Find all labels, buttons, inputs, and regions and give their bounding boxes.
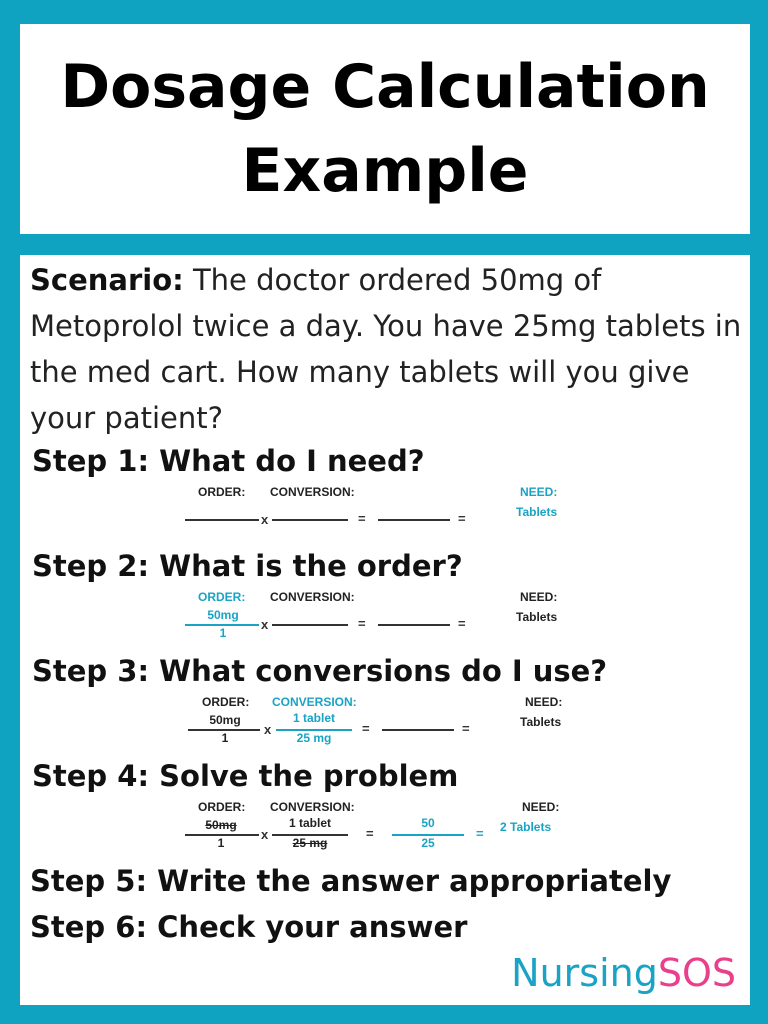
nursingsos-logo xyxy=(511,951,736,995)
order-label: ORDER: xyxy=(198,590,246,604)
conversion-blank-line xyxy=(272,624,348,626)
step-1-heading: Step 1: What do I need? xyxy=(32,444,425,478)
conversion-numerator: 1 tablet xyxy=(288,816,331,830)
order-numerator: 50mg xyxy=(205,818,237,832)
step-6-heading: Step 6: Check your answer xyxy=(30,910,468,944)
order-numerator: 50mg xyxy=(209,713,241,727)
scenario-text: The doctor ordered 50mg of Metoprolol twice a day. You have 25mg tablets in the med cart. How many tablets will you give your patient? xyxy=(30,263,742,435)
conversion-label: CONVERSION: xyxy=(270,800,355,814)
scenario-label: Scenario: xyxy=(30,263,184,297)
step-4-figure xyxy=(20,798,750,868)
order-label: ORDER: xyxy=(198,800,246,814)
times-symbol: x xyxy=(261,512,269,527)
need-label: NEED: xyxy=(525,695,563,709)
conversion-numerator: 1 tablet xyxy=(292,711,335,725)
conversion-denominator: 25 mg xyxy=(296,731,332,745)
conversion-blank-line xyxy=(272,519,348,521)
equals-symbol: = xyxy=(462,721,470,736)
equals-symbol: = xyxy=(458,511,466,526)
equals-symbol: = xyxy=(458,616,466,631)
step-1-figure xyxy=(20,483,750,553)
need-value: Tablets xyxy=(520,715,562,729)
equals-symbol: = xyxy=(358,511,366,526)
order-denominator: 1 xyxy=(219,626,227,640)
content-panel xyxy=(20,255,750,1005)
order-denominator: 1 xyxy=(221,731,229,745)
result-blank-line xyxy=(378,624,450,626)
times-symbol: x xyxy=(261,827,269,842)
step-2-figure xyxy=(20,588,750,658)
conversion-denominator: 25 mg xyxy=(292,836,328,850)
equals-symbol: = xyxy=(366,826,374,841)
conversion-label: CONVERSION: xyxy=(270,590,355,604)
equals-symbol: = xyxy=(358,616,366,631)
equals-symbol: = xyxy=(362,721,370,736)
step-5-heading: Step 5: Write the answer appropriately xyxy=(30,864,672,898)
order-blank-line xyxy=(185,519,259,521)
need-label: NEED: xyxy=(522,800,560,814)
title-line-1: Dosage Calculation xyxy=(60,52,710,122)
times-symbol: x xyxy=(264,722,272,737)
need-value: Tablets xyxy=(516,610,558,624)
order-numerator: 50mg xyxy=(207,608,239,622)
conversion-label: CONVERSION: xyxy=(270,485,355,499)
step-3-figure xyxy=(20,693,750,763)
brand-part-2: SOS xyxy=(657,951,736,995)
result-blank-line xyxy=(378,519,450,521)
step-3-heading: Step 3: What conversions do I use? xyxy=(32,654,608,688)
need-label: NEED: xyxy=(520,485,558,499)
answer-value: 2 Tablets xyxy=(500,820,552,834)
times-symbol: x xyxy=(261,617,269,632)
equals-symbol: = xyxy=(476,826,484,841)
conversion-label: CONVERSION: xyxy=(272,695,357,709)
step-4-heading: Step 4: Solve the problem xyxy=(32,759,459,793)
need-label: NEED: xyxy=(520,590,558,604)
title-panel xyxy=(20,24,750,234)
brand-part-1: Nursing xyxy=(511,951,658,995)
result-blank-line xyxy=(382,729,454,731)
title-line-2: Example xyxy=(241,136,529,206)
result-numerator: 50 xyxy=(421,816,435,830)
scenario-paragraph xyxy=(30,257,745,441)
order-denominator: 1 xyxy=(217,836,225,850)
order-label: ORDER: xyxy=(198,485,246,499)
step-2-heading: Step 2: What is the order? xyxy=(32,549,463,583)
order-label: ORDER: xyxy=(202,695,250,709)
result-denominator: 25 xyxy=(421,836,435,850)
need-value: Tablets xyxy=(516,505,558,519)
